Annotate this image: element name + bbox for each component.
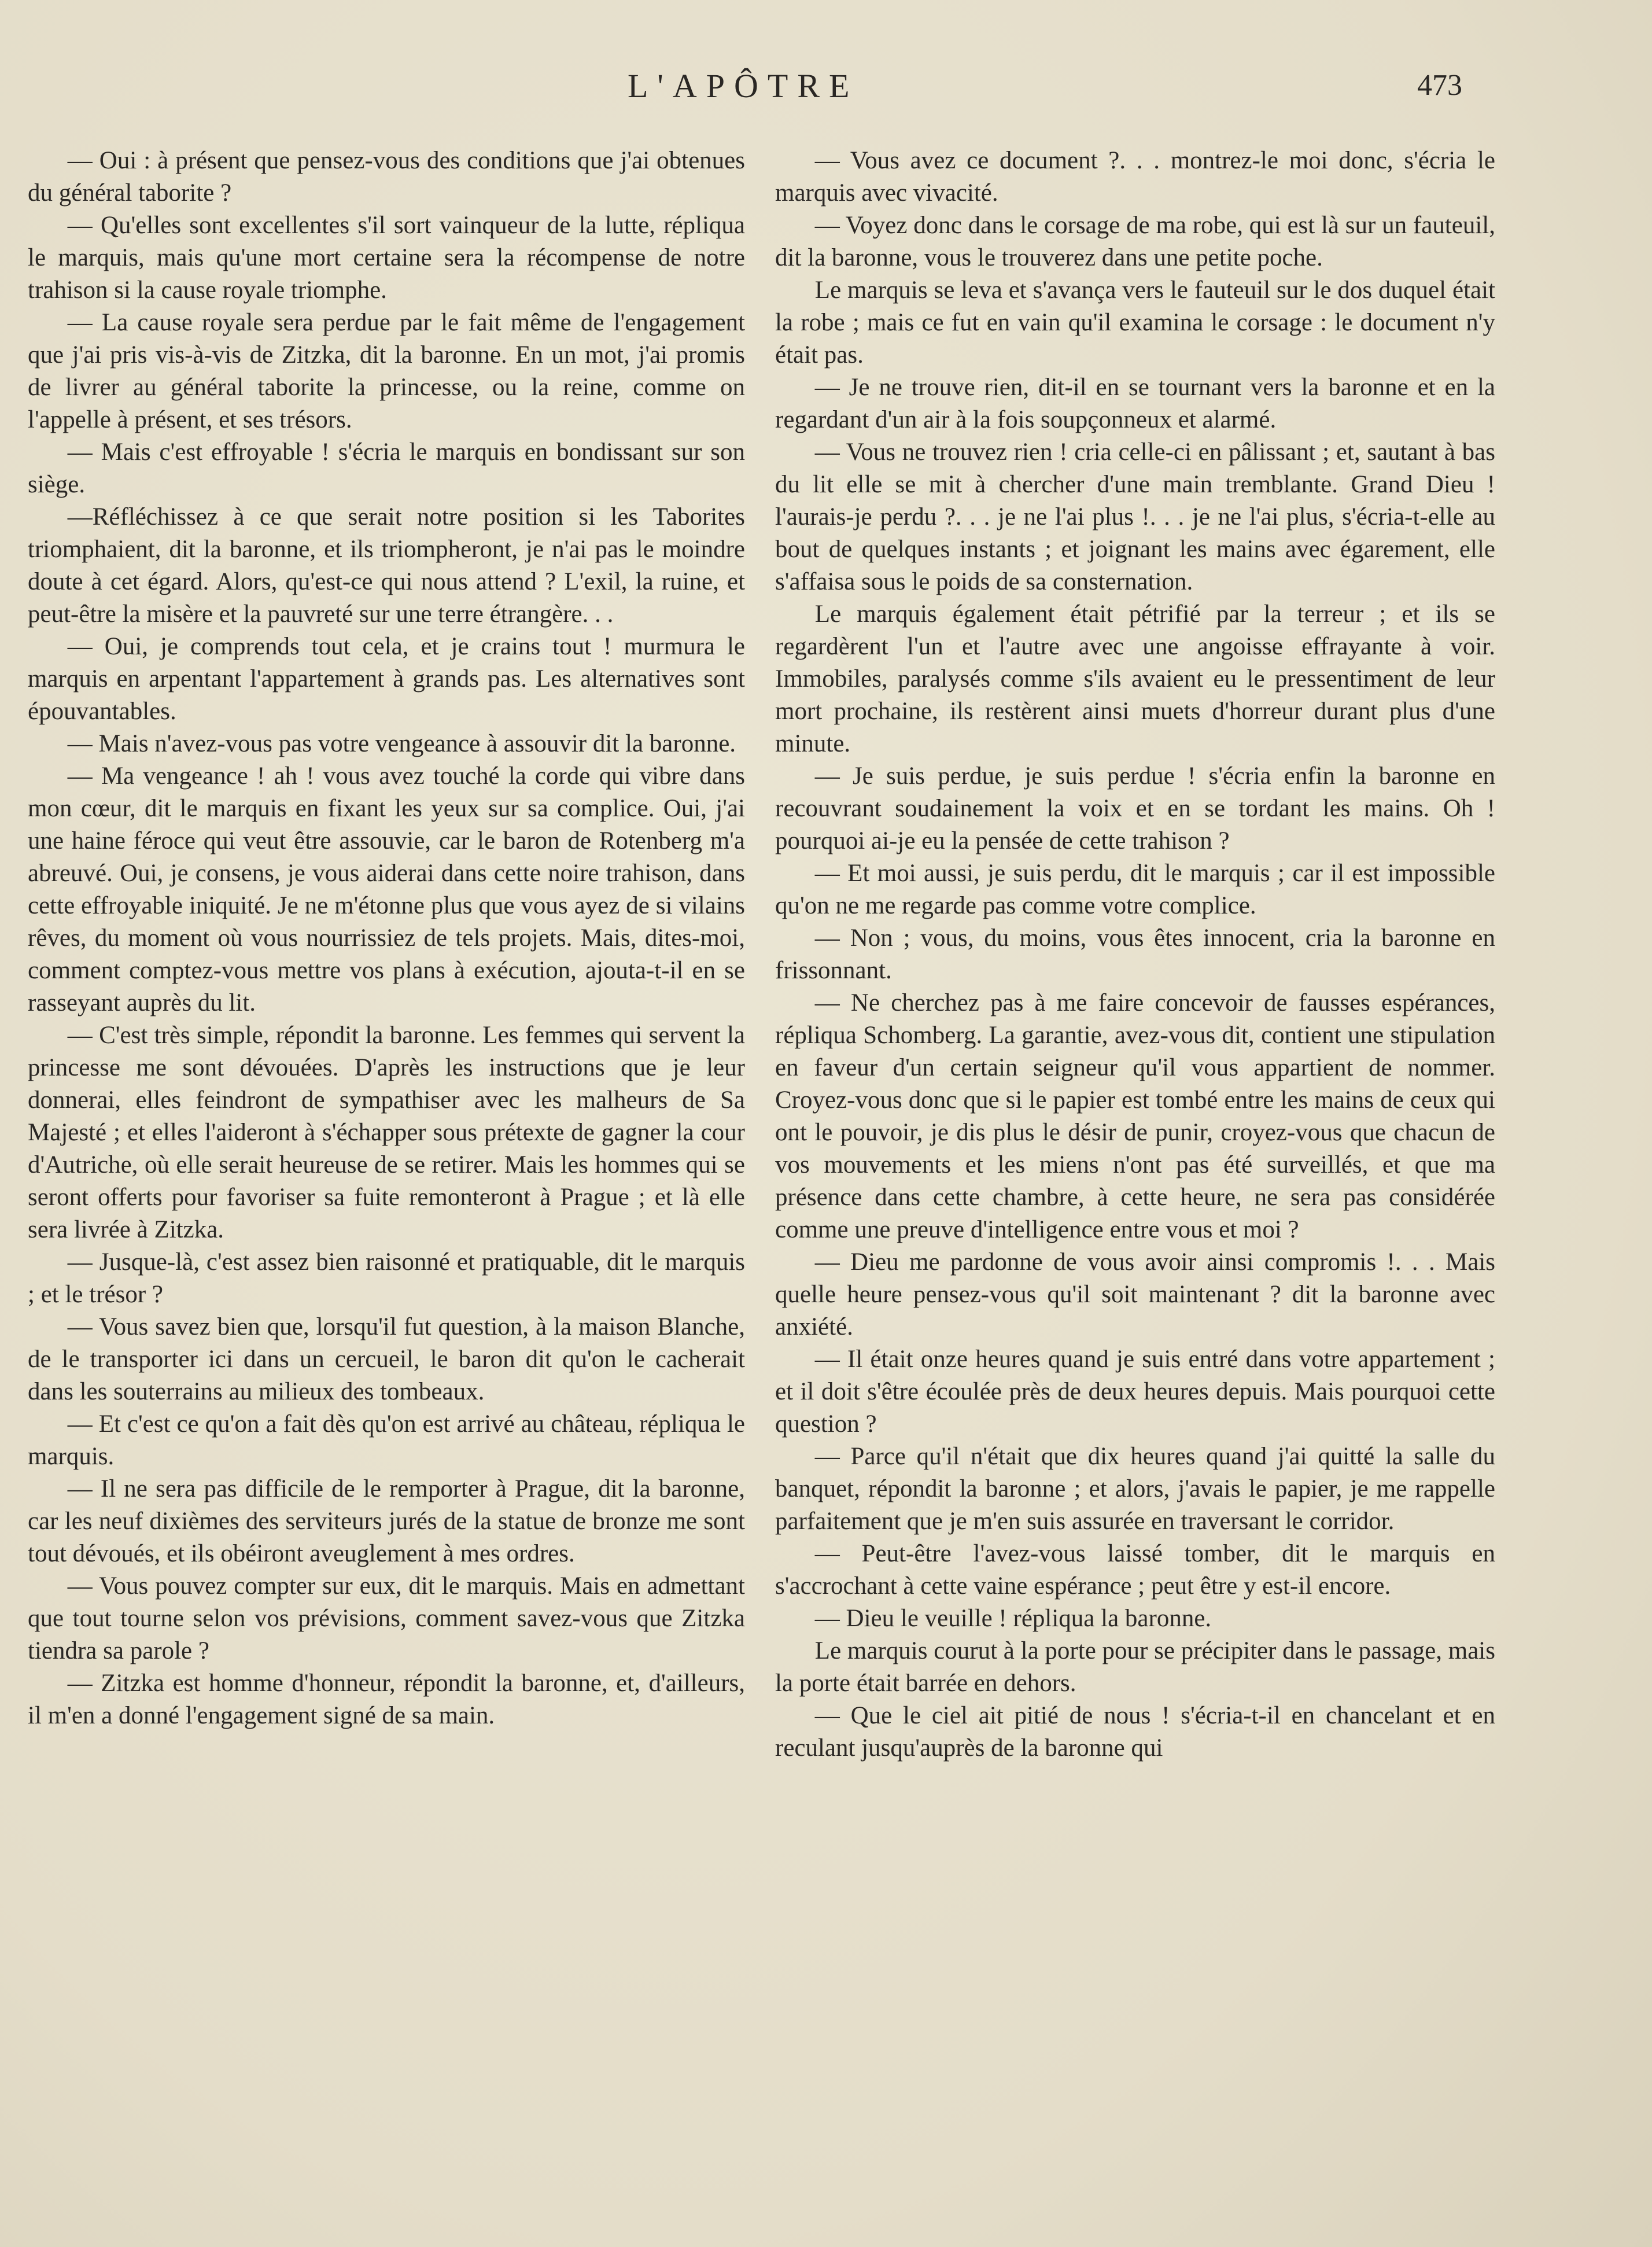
paragraph: — Que le ciel ait pitié de nous ! s'écria-t-il en chancelant et en reculant jusqu'auprès de la baronne qui	[775, 1702, 1495, 1762]
paragraph: — Mais c'est effroyable ! s'écria le marquis en bondissant sur son siège.	[28, 439, 745, 498]
paragraph: — Qu'elles sont excellentes s'il sort vainqueur de la lutte, répliqua le marquis, mais qu'une mort certaine sera la récompense de notre trahison si la cause royale triomphe.	[28, 212, 745, 304]
paragraph: — Non ; vous, du moins, vous êtes innocent, cria la baronne en frissonnant.	[775, 924, 1495, 984]
paragraph: — Vous savez bien que, lorsqu'il fut question, à la maison Blanche, de le transporter ici dans un cercueil, le baron dit qu'on le cacherait dans les souterrains au milieux des tombeaux.	[28, 1313, 745, 1405]
paragraph: — Il était onze heures quand je suis entré dans votre appartement ; et il doit s'être écoulée près de deux heures depuis. Mais pourquoi cette question ?	[775, 1346, 1495, 1438]
running-head: L'APÔTRE	[628, 67, 859, 105]
paragraph: — Et moi aussi, je suis perdu, dit le marquis ; car il est impossible qu'on ne me regarde pas comme votre complice.	[775, 860, 1495, 919]
paragraph: — Dieu le veuille ! répliqua la baronne.	[814, 1605, 1212, 1632]
paragraph: Le marquis également était pétrifié par la terreur ; et ils se regardèrent l'un et l'autre avec une angoisse effrayante à voir. Immobiles, paralysés comme s'ils avaient eu le pressentiment de leur mort prochaine, ils restèrent ainsi muets d'horreur durant plus d'une minute.	[775, 601, 1495, 757]
paragraph: — Vous pouvez compter sur eux, dit le marquis. Mais en admettant que tout tourne selon vos prévisions, comment savez-vous que Zitzka tiendra sa parole ?	[28, 1572, 745, 1664]
paragraph: — La cause royale sera perdue par le fait même de l'engagement que j'ai pris vis-à-vis de Zitzka, dit la baronne. En un mot, j'ai promis de livrer au général taborite la princesse, ou la reine, comme on l'appelle à présent, et ses trésors.	[28, 309, 745, 433]
paragraph: — Jusque-là, c'est assez bien raisonné et pratiquable, dit le marquis ; et le trésor ?	[28, 1248, 745, 1308]
paragraph: — Je ne trouve rien, dit-il en se tournant vers la baronne et en la regardant d'un air à la fois soupçonneux et alarmé.	[775, 374, 1495, 433]
paragraph: Le marquis courut à la porte pour se précipiter dans le passage, mais la porte était barrée en dehors.	[775, 1637, 1495, 1697]
paragraph: — Oui, je comprends tout cela, et je crains tout ! murmura le marquis en arpentant l'appartement à grands pas. Les alternatives sont épouvantables.	[28, 633, 745, 725]
paragraph: — Oui : à présent que pensez-vous des conditions que j'ai obtenues du général taborite ?	[28, 147, 745, 207]
paragraph: — Parce qu'il n'était que dix heures quand j'ai quitté la salle du banquet, répondit la baronne ; et alors, j'avais le papier, je me rappelle parfaitement que je m'en suis assurée en traversant le corridor.	[775, 1443, 1495, 1535]
paragraph: — Ne cherchez pas à me faire concevoir de fausses espérances, répliqua Schomberg. La garantie, avez-vous dit, contient une stipulation en faveur d'un certain seigneur qu'il vous appartient de nommer. Croyez-vous donc que si le papier est tombé entre les mains de ceux qui ont le pouvoir, je dis plus le désir de punir, croyez-vous que chacun de vos mouvements et les miens n'ont pas été surveillés, et que ma présence dans cette chambre, à cette heure, ne sera pas considérée comme une preuve d'intelligence entre vous et moi ?	[775, 989, 1495, 1243]
paragraph: — Vous avez ce document ?. . . montrez-le moi donc, s'écria le marquis avec vivacité.	[775, 147, 1495, 207]
paragraph: — Ma vengeance ! ah ! vous avez touché la corde qui vibre dans mon cœur, dit le marquis en fixant les yeux sur sa complice. Oui, j'ai une haine féroce qui veut être assouvie, car le baron de Rotenberg m'a abreuvé. Oui, je consens, je vous aiderai dans cette noire trahison, dans cette effroyable iniquité. Je ne m'étonne plus que vous ayez de si vilains rêves, du moment où vous nourrissiez de tels projets. Mais, dites-moi, comment comptez-vous mettre vos plans à exécution, ajouta-t-il en se rasseyant auprès du lit.	[28, 762, 745, 1016]
paragraph: —Réfléchissez à ce que serait notre position si les Taborites triomphaient, dit la baronne, et ils triompheront, je n'ai pas le moindre doute à cet égard. Alors, qu'est-ce qui nous attend ? L'exil, la ruine, et peut-être la misère et la pauvreté sur une terre étrangère. . .	[28, 503, 745, 628]
paragraph: — C'est très simple, répondit la baronne. Les femmes qui servent la princesse me sont dévouées. D'après les instructions que je leur donnerai, elles feindront de sympathiser avec les malheurs de Sa Majesté ; et elles l'aideront à s'échapper sous prétexte de gagner la cour d'Autriche, où elle serait heureuse de se retirer. Mais les hommes qui se seront offerts pour favoriser sa fuite remonteront à Prague ; et là elle sera livrée à Zitzka.	[28, 1022, 745, 1243]
paragraph: Le marquis se leva et s'avança vers le fauteuil sur le dos duquel était la robe ; mais ce fut en vain qu'il examina le corsage : le document n'y était pas.	[775, 277, 1495, 369]
paragraph: — Je suis perdue, je suis perdue ! s'écria enfin la baronne en recouvrant soudainement la voix et en se tordant les mains. Oh ! pourquoi ai-je eu la pensée de cette trahison ?	[775, 762, 1495, 854]
paragraph: — Et c'est ce qu'on a fait dès qu'on est arrivé au château, répliqua le marquis.	[28, 1410, 745, 1470]
paragraph: — Zitzka est homme d'honneur, répondit la baronne, et, d'ailleurs, il m'en a donné l'engagement signé de sa main.	[28, 1670, 745, 1729]
paragraph: — Il ne sera pas difficile de le remporter à Prague, dit la baronne, car les neuf dixièmes des serviteurs jurés de la statue de bronze me sont tout dévoués, et ils obéiront aveuglement à mes ordres.	[28, 1475, 745, 1567]
paragraph: — Vous ne trouvez rien ! cria celle-ci en pâlissant ; et, sautant à bas du lit elle se mit à chercher d'une main tremblante. Grand Dieu ! l'aurais-je perdu ?. . . je ne l'ai plus !. . . je ne l'ai plus, s'écria-t-elle au bout de quelques instants ; et joignant les mains avec égarement, elle s'affaisa sous le poids de sa consternation.	[775, 439, 1495, 595]
left-column	[28, 145, 745, 1732]
paragraph: — Mais n'avez-vous pas votre vengeance à assouvir dit la baronne.	[67, 730, 736, 757]
page-number: 473	[1417, 69, 1462, 102]
paragraph: — Dieu me pardonne de vous avoir ainsi compromis !. . . Mais quelle heure pensez-vous qu'il soit maintenant ? dit la baronne avec anxiété.	[775, 1248, 1495, 1340]
paragraph: — Voyez donc dans le corsage de ma robe, qui est là sur un fauteuil, dit la baronne, vous le trouverez dans une petite poche.	[775, 212, 1495, 271]
right-column	[775, 145, 1495, 1765]
paragraph: — Peut-être l'avez-vous laissé tomber, dit le marquis en s'accrochant à cette vaine espérance ; peut être y est-il encore.	[775, 1540, 1495, 1600]
